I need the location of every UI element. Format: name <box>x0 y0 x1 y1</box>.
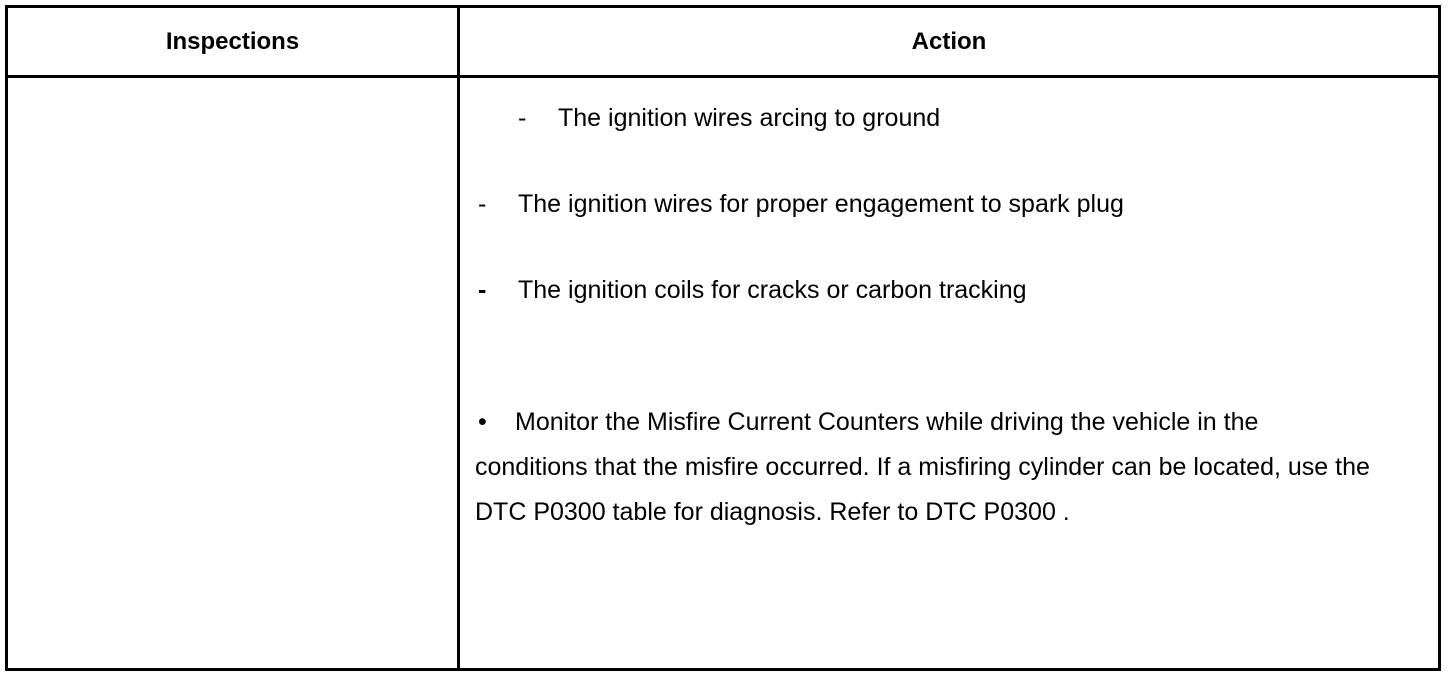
header-action: Action <box>911 27 987 55</box>
table-header-row <box>8 8 1438 78</box>
header-inspections: Inspections <box>165 27 300 55</box>
bullet-marker: • <box>478 408 487 436</box>
list-item-text: The ignition coils for cracks or carbon tracking <box>518 276 1027 304</box>
dash-marker: - <box>518 104 527 132</box>
list-item-text: The ignition wires arcing to ground <box>558 104 941 132</box>
dash-marker: - <box>478 190 487 218</box>
inspection-table <box>5 5 1441 671</box>
list-item-text: The ignition wires for proper engagement to spark plug <box>518 190 1124 218</box>
monitor-instruction-text: Monitor the Misfire Current Counters while driving the vehicle in the conditions that the misfire occurred. If a misfiring cylinder can be located, use the DTC P0300 table for diagnosis. Refer to DTC P0300 . <box>475 408 1370 526</box>
list-item <box>478 189 1124 219</box>
monitor-instruction <box>475 400 1375 535</box>
action-cell <box>460 78 1438 668</box>
dash-marker: - <box>478 276 487 304</box>
list-item <box>478 275 1027 305</box>
list-item <box>518 103 940 133</box>
